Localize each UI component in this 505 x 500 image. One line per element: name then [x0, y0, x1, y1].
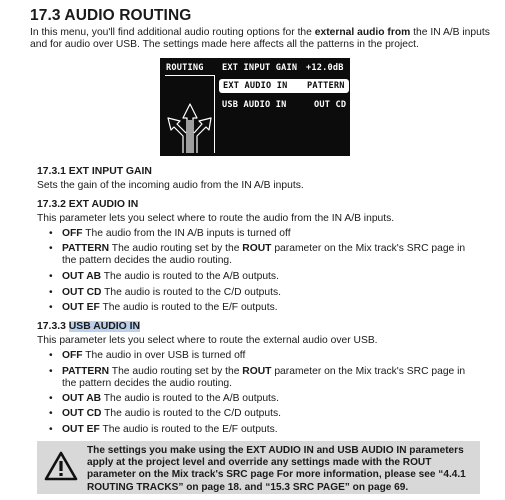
subsection-number: 17.3.3 [37, 321, 69, 332]
option-description-end: parameter on the Mix track's SRC page in the pattern decides the audio routing. [62, 243, 466, 267]
warning-note-text: The settings you make using the EXT AUDIO IN and USB AUDIO IN parameters apply at the project level and override any settings made with the ROUT parameter on the Mix track's SRC page For more information, please see “4.4.1 ROUTING TRACKS” on page 18. and “15.3 SRC PAGE” on page 69. [87, 445, 466, 493]
option-name: OUT CD [62, 287, 102, 298]
intro-paragraph [30, 27, 490, 52]
screen-title: ROUTING [166, 63, 204, 73]
option-description: The audio routing set by the [109, 243, 243, 254]
warning-triangle-icon [44, 450, 78, 482]
subsection-heading-ext-input-gain [37, 166, 152, 177]
list-item [49, 350, 474, 362]
screen-row-ext-input-gain-label: EXT INPUT GAIN [222, 63, 298, 73]
parameter-name: ROUT [242, 366, 272, 377]
option-name: OFF [62, 228, 83, 239]
bullet: • [49, 243, 53, 254]
screen-row-usb-audio-in-value: OUT CD [314, 100, 347, 110]
intro-text: In this menu, you'll find additional audio routing options for the [30, 27, 315, 38]
option-name: PATTERN [62, 366, 110, 377]
option-name: OFF [62, 350, 83, 361]
subsection-heading-ext-audio-in [37, 199, 138, 210]
bullet: • [49, 302, 53, 313]
screen-row-ext-audio-in-value: PATTERN [307, 81, 345, 91]
list-item [49, 243, 474, 267]
option-description: The audio is routed to the E/F outputs. [99, 302, 278, 313]
screen-row-usb-audio-in-label: USB AUDIO IN [222, 100, 287, 110]
warning-note [37, 441, 480, 494]
list-item [49, 271, 474, 283]
list-item [49, 393, 474, 405]
subsection-heading-usb-audio-in [37, 321, 140, 332]
option-description: The audio routing set by the [109, 366, 243, 377]
option-name: OUT EF [62, 302, 100, 313]
intro-bold-text: external audio from [314, 27, 411, 38]
screen-row-ext-audio-in-selected [219, 79, 349, 93]
list-item [49, 302, 474, 314]
option-description: The audio from the IN A/B inputs is turned off [82, 228, 291, 239]
device-screen [160, 58, 350, 156]
list-item [49, 424, 474, 436]
option-description: The audio is routed to the C/D outputs. [101, 408, 282, 419]
option-name: PATTERN [62, 243, 110, 254]
screen-row-ext-audio-in-label: EXT AUDIO IN [223, 81, 288, 91]
screen-row-ext-input-gain-value: +12.0dB [306, 63, 344, 73]
parameter-name: ROUT [242, 243, 272, 254]
highlighted-subsection-title: USB AUDIO IN [68, 321, 140, 332]
bullet: • [49, 228, 53, 239]
option-description: The audio is routed to the C/D outputs. [101, 287, 282, 298]
bullet: • [49, 424, 53, 435]
bullet: • [49, 287, 53, 298]
option-name: OUT CD [62, 408, 102, 419]
bullet: • [49, 271, 53, 282]
section-heading: 17.3 AUDIO ROUTING [30, 7, 192, 24]
bullet: • [49, 408, 53, 419]
intro-text-end: the IN A/B inputs and for audio over USB. The settings made here affects all the patterns in the project. [30, 27, 490, 51]
bullet: • [49, 350, 53, 361]
option-description: The audio in over USB is turned off [82, 350, 246, 361]
option-description: The audio is routed to the E/F outputs. [99, 424, 278, 435]
option-name: OUT EF [62, 424, 100, 435]
screen-divider [214, 75, 215, 153]
ext-input-gain-description: Sets the gain of the incoming audio from the IN A/B inputs. [37, 180, 304, 191]
option-name: OUT AB [62, 393, 102, 404]
list-item [49, 408, 474, 420]
bullet: • [49, 366, 53, 377]
subsection-number: 17.3.1 [37, 166, 69, 177]
routing-arrows-icon [166, 98, 212, 154]
bullet: • [49, 393, 53, 404]
ext-audio-in-description: This parameter lets you select where to route the audio from the IN A/B inputs. [37, 213, 395, 224]
option-description: The audio is routed to the A/B outputs. [101, 393, 279, 404]
option-description: The audio is routed to the A/B outputs. [101, 271, 279, 282]
subsection-number: 17.3.2 [37, 199, 69, 210]
list-item [49, 287, 474, 299]
option-description-end: parameter on the Mix track's SRC page in the pattern decides the audio routing. [62, 366, 466, 390]
list-item [49, 366, 474, 390]
subsection-title: EXT AUDIO IN [68, 199, 139, 210]
list-item [49, 228, 474, 240]
screen-title-underline [165, 75, 214, 76]
usb-audio-in-description: This parameter lets you select where to route the external audio over USB. [37, 335, 378, 346]
option-name: OUT AB [62, 271, 102, 282]
subsection-title: EXT INPUT GAIN [68, 166, 152, 177]
